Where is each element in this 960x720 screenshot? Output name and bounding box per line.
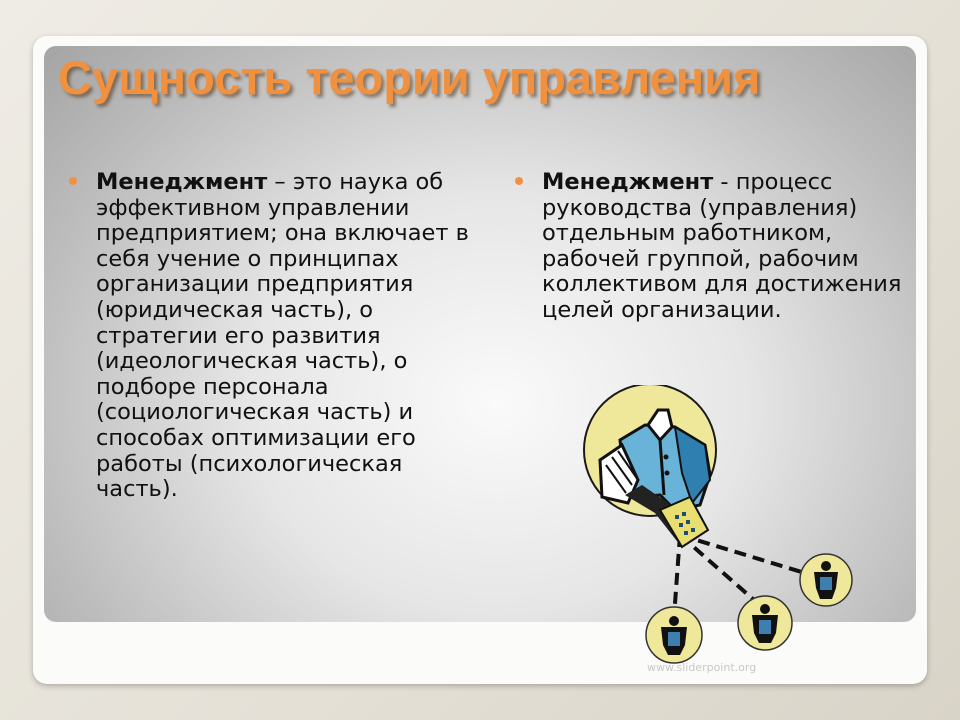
bullet-dot-icon xyxy=(69,177,77,185)
right-term: Менеджмент xyxy=(542,169,714,195)
bullet-dot-icon xyxy=(515,177,523,185)
right-text: - процесс руководства (управления) отдельным работником, рабочей группой, рабочим коллективом для достижения целей организации. xyxy=(542,169,902,323)
manager-with-team-icon xyxy=(580,385,870,665)
left-text: – это наука об эффективном управлении предприятием; она включает в себя учение о принципах организации предприятия (юридическая часть), о стратегии его развития (идеологическая часть), о подборе персонала (социологическая часть) и способах оптимизации его работы (психологическая часть). xyxy=(96,169,469,503)
slide-title: Сущность теории управления xyxy=(58,51,761,104)
left-bullet xyxy=(96,170,476,503)
footer-watermark: www.sliderpoint.org xyxy=(647,661,757,674)
left-term: Менеджмент xyxy=(96,169,268,195)
right-bullet xyxy=(542,170,912,324)
